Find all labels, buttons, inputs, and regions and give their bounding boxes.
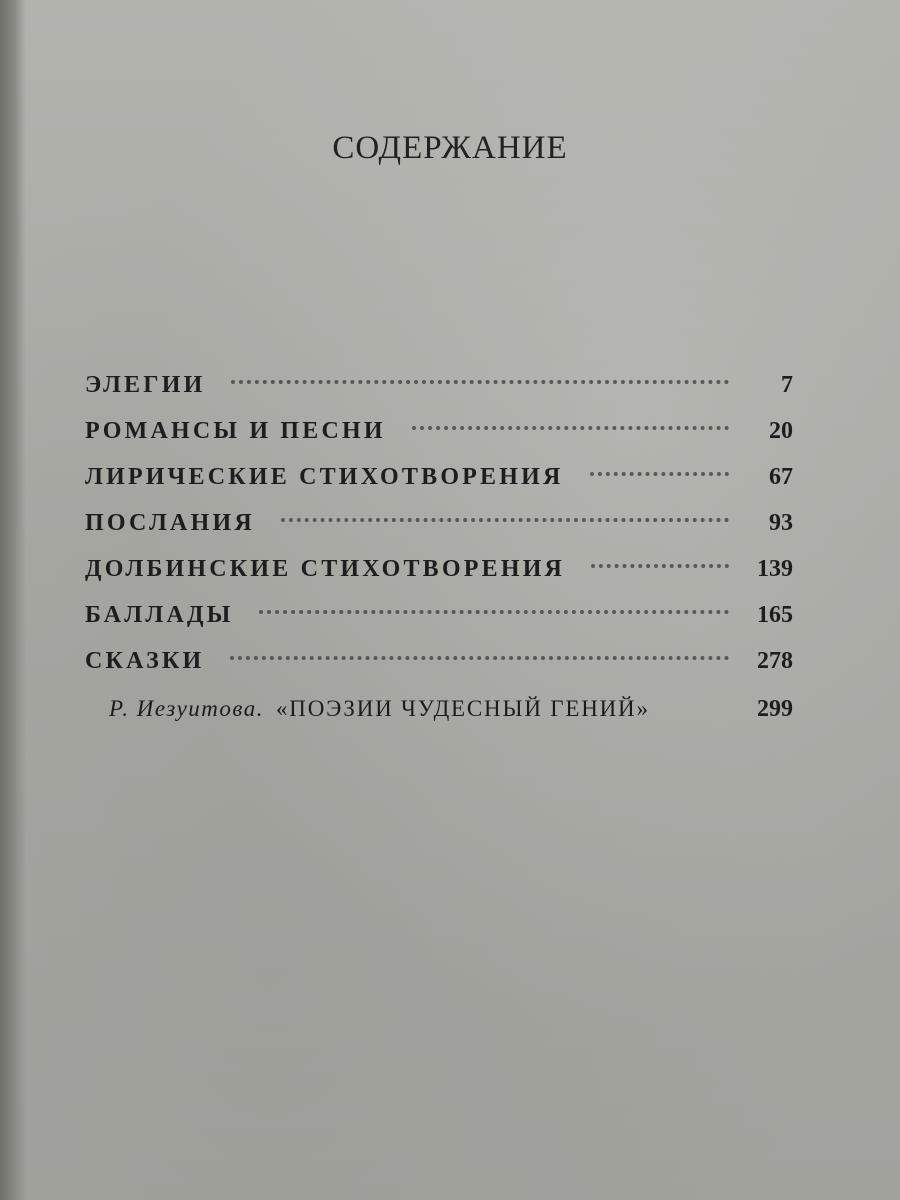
toc-entry-label: ЛИРИЧЕСКИЕ СТИХОТВОРЕНИЯ <box>85 464 564 490</box>
dot-leader <box>590 472 729 476</box>
toc-entry-label: РОМАНСЫ И ПЕСНИ <box>85 418 386 444</box>
toc-entry-page: 20 <box>769 418 793 444</box>
toc-entry-label: БАЛЛАДЫ <box>85 602 234 628</box>
page-title: СОДЕРЖАНИЕ <box>332 130 568 166</box>
toc-entry-elegies <box>85 362 793 408</box>
dot-leader <box>231 380 729 384</box>
toc-entry-ballads <box>85 592 793 638</box>
dot-leader <box>230 656 729 660</box>
toc-entry-page: 139 <box>757 556 793 582</box>
toc-entry-label: СКАЗКИ <box>85 648 205 674</box>
dot-leader <box>259 610 729 614</box>
afterword-page: 299 <box>757 696 793 722</box>
toc-entry-page: 278 <box>757 648 793 674</box>
toc-entry-page: 67 <box>769 464 793 490</box>
toc-entry-page: 93 <box>769 510 793 536</box>
toc-entry-page: 165 <box>757 602 793 628</box>
toc-entry-lyric-poems <box>85 454 793 500</box>
page-binding-shadow <box>0 0 26 1200</box>
toc-entry-label: ДОЛБИНСКИЕ СТИХОТВОРЕНИЯ <box>85 556 566 582</box>
afterword-title: «ПОЭЗИИ ЧУДЕСНЫЙ ГЕНИЙ» <box>275 696 650 721</box>
dot-leader <box>591 564 729 568</box>
toc-entry-epistles <box>85 500 793 546</box>
table-of-contents <box>85 362 793 732</box>
toc-entry-afterword <box>85 686 793 732</box>
toc-entry-label: ЭЛЕГИИ <box>85 372 206 398</box>
toc-entry-tales <box>85 638 793 684</box>
toc-entry-dolbino-poems <box>85 546 793 592</box>
dot-leader <box>412 426 729 430</box>
toc-entry-romances <box>85 408 793 454</box>
afterword-author: Р. Иезуитова. <box>109 696 264 721</box>
toc-entry-label: ПОСЛАНИЯ <box>85 510 255 536</box>
toc-entry-page: 7 <box>781 372 793 398</box>
dot-leader <box>281 518 729 522</box>
